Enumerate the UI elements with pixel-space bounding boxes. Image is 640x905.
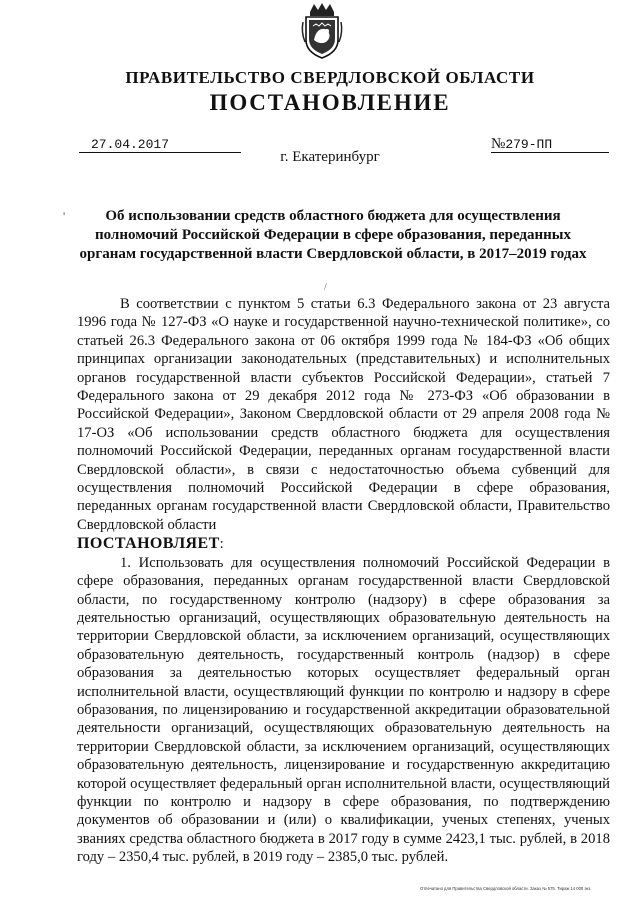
- item-1-paragraph: 1. Использовать для осуществления полномочий Российской Федерации в сфере образования, переданных органам государственной власти Свердловской области, по государственному контролю (надзору) в сфере образования за деятельностью организаций, осуществляющих образовательную деятельность на территории Свердловской области, за исключением организаций, осуществляющих образовательную деятельность, государственный контроль (надзор) в сфере образования за деятельностью которых осуществляет федеральный орган исполнительной власти, осуществляющий функции по контролю и надзору в сфере образования, по лицензированию и государственной аккредитации образовательной деятельности организаций, осуществляющих образовательную деятельность на территории Свердловской области, за исключением организаций, осуществляющих образовательную деятельность, лицензирование и государственную аккредитацию которой осуществляет федеральный орган исполнительной власти, осуществляющий функции по контролю и надзору в сфере образования, по подтверждению документов об образовании и (или) о квалификации, ученых степенях, ученых званиях средства областного бюджета в 2017 году в сумме 2423,1 тыс. рублей, в 2018 году – 2350,4 тыс. рублей, в 2019 году – 2385,0 тыс. рублей.: [77, 554, 610, 866]
- document-date: 27.04.2017: [79, 138, 241, 153]
- city: г. Екатеринбург: [280, 149, 380, 165]
- document-type: ПОСТАНОВЛЕНИЕ: [209, 90, 451, 115]
- print-footer: Отпечатано для Правительства Свердловской области. Заказ № 575. Тираж 14 000 экз.: [420, 886, 592, 891]
- number-sign: №: [491, 136, 506, 152]
- stray-mark: /: [324, 282, 327, 293]
- decree-line: [77, 534, 610, 553]
- decree-colon: :: [219, 536, 224, 553]
- coat-of-arms-emblem: [300, 2, 344, 60]
- document-body: [77, 295, 610, 867]
- document-title: Об использовании средств областного бюджета для осуществления полномочий Российской Федерации в сфере образования, переданных органам государственной власти Свердловской области, в 2017–2019 годах: [79, 208, 587, 262]
- decree-word: ПОСТАНОВЛЯЕТ: [77, 535, 220, 553]
- number-value: 279-ПП: [505, 137, 553, 152]
- margin-mark: ': [63, 209, 66, 223]
- preamble-paragraph: В соответствии с пунктом 5 статьи 6.3 Федерального закона от 23 августа 1996 года № 127-ФЗ «О науке и государственной научно-технической политике», со статьей 26.3 Федерального закона от 06 октября 1999 года № 184-ФЗ «Об общих принципах организации законодательных (представительных) и исполнительных органов государственной власти субъектов Российской Федерации», статьей 7 Федерального закона от 29 декабря 2012 года № 273-ФЗ «Об образовании в Российской Федерации», Законом Свердловской области от 29 апреля 2008 года № 17-ОЗ «Об использовании средств областного бюджета для осуществления полномочий Российской Федерации, переданных органам государственной власти Свердловской области», в связи с недостаточностью объема субвенций для осуществления полномочий Российской Федерации в сфере образования, переданных органам государственной власти Свердловской области, Правительство Свердловской области: [77, 296, 610, 533]
- organization-name: ПРАВИТЕЛЬСТВО СВЕРДЛОВСКОЙ ОБЛАСТИ: [125, 68, 535, 87]
